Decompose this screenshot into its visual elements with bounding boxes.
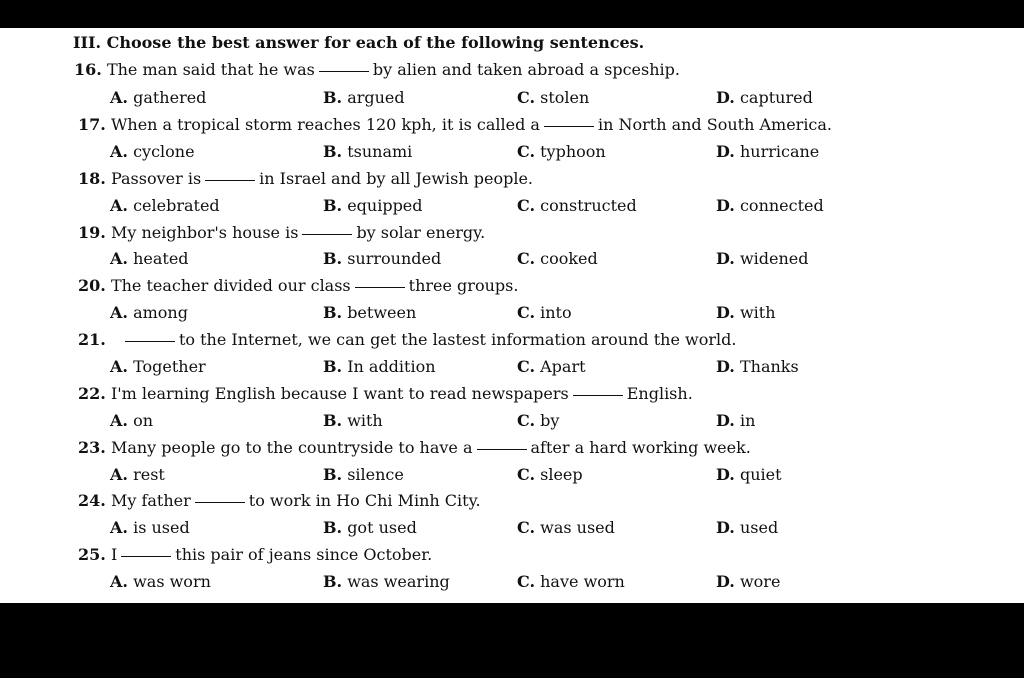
option-text: connected [739, 196, 824, 215]
option-text: cyclone [133, 142, 195, 161]
option-text: In addition [347, 357, 436, 376]
option-letter: B. [323, 465, 343, 484]
option-b [323, 572, 450, 591]
question-text-after: English. [626, 384, 693, 403]
answer-blank [205, 179, 255, 181]
option-c [517, 357, 586, 376]
question-number: 19. [78, 223, 106, 242]
option-letter: A. [110, 411, 128, 430]
option-text: among [133, 303, 188, 322]
option-letter: A. [110, 518, 128, 537]
option-a [110, 357, 206, 376]
option-letter: D. [716, 142, 735, 161]
option-letter: A. [110, 142, 128, 161]
option-text: surrounded [347, 249, 442, 268]
question-22 [78, 384, 693, 403]
question-number: 16. [74, 60, 102, 79]
option-a [110, 572, 211, 591]
option-a [110, 518, 190, 537]
option-d [716, 303, 776, 322]
option-text: captured [739, 88, 813, 107]
question-text-before: The man said that he was [106, 60, 315, 79]
option-c [517, 303, 572, 322]
question-text-after: in North and South America. [597, 115, 833, 134]
option-text: on [133, 411, 154, 430]
option-text: Together [133, 357, 206, 376]
option-text: with [347, 411, 383, 430]
option-b [323, 142, 412, 161]
question-text-before: Passover is [110, 169, 202, 188]
option-text: celebrated [133, 196, 220, 215]
question-text-after: in Israel and by all Jewish people. [259, 169, 534, 188]
option-c [517, 88, 589, 107]
option-d [716, 518, 778, 537]
option-text: Apart [540, 357, 586, 376]
option-letter: C. [517, 357, 536, 376]
answer-blank [477, 448, 527, 450]
option-a [110, 196, 220, 215]
option-letter: D. [716, 357, 735, 376]
question-text-after: this pair of jeans since October. [175, 545, 433, 564]
option-letter: B. [323, 249, 343, 268]
question-20 [78, 276, 518, 295]
option-text: between [347, 303, 417, 322]
answer-blank [573, 394, 623, 396]
question-25 [78, 545, 432, 564]
option-letter: D. [716, 411, 735, 430]
option-letter: A. [110, 303, 128, 322]
option-letter: A. [110, 572, 128, 591]
option-letter: B. [323, 142, 343, 161]
question-17 [78, 115, 832, 134]
option-text: gathered [133, 88, 207, 107]
question-text-before: My father [110, 491, 191, 510]
option-d [716, 465, 782, 484]
answer-blank [125, 340, 175, 342]
option-text: equipped [347, 196, 423, 215]
answer-blank [302, 233, 352, 235]
option-letter: D. [716, 572, 735, 591]
question-text-before: Many people go to the countryside to have a [110, 438, 473, 457]
option-b [323, 303, 416, 322]
section-heading: III. Choose the best answer for each of the following sentences. [73, 33, 645, 52]
option-letter: A. [110, 249, 128, 268]
option-letter: A. [110, 465, 128, 484]
option-letter: B. [323, 303, 343, 322]
option-d [716, 142, 819, 161]
option-b [323, 88, 405, 107]
option-letter: D. [716, 249, 735, 268]
option-text: with [739, 303, 776, 322]
question-23 [78, 438, 751, 457]
option-text: hurricane [739, 142, 820, 161]
option-text: in [739, 411, 756, 430]
option-text: argued [347, 88, 405, 107]
option-letter: A. [110, 196, 128, 215]
option-c [517, 465, 583, 484]
question-number: 23. [78, 438, 106, 457]
option-d [716, 411, 755, 430]
option-letter: C. [517, 572, 536, 591]
option-b [323, 249, 441, 268]
question-number: 17. [78, 115, 106, 134]
option-b [323, 411, 383, 430]
option-a [110, 249, 189, 268]
option-text: was used [540, 518, 615, 537]
option-text: was wearing [347, 572, 450, 591]
option-c [517, 411, 559, 430]
option-c [517, 572, 625, 591]
question-number: 18. [78, 169, 106, 188]
question-text-before: When a tropical storm reaches 120 kph, it is called a [110, 115, 540, 134]
option-text: silence [347, 465, 404, 484]
option-d [716, 572, 780, 591]
question-text-after: to work in Ho Chi Minh City. [248, 491, 481, 510]
question-19 [78, 223, 485, 242]
option-a [110, 88, 206, 107]
option-a [110, 411, 153, 430]
option-letter: C. [517, 518, 536, 537]
answer-blank [319, 70, 369, 72]
question-number: 22. [78, 384, 106, 403]
top-black-bar [0, 0, 1024, 28]
option-d [716, 357, 799, 376]
option-text: wore [739, 572, 781, 591]
option-text: sleep [540, 465, 583, 484]
option-text: rest [133, 465, 165, 484]
question-number: 20. [78, 276, 106, 295]
answer-blank [195, 501, 245, 503]
question-text-before: My neighbor's house is [110, 223, 299, 242]
option-text: got used [347, 518, 417, 537]
answer-blank [355, 286, 405, 288]
option-c [517, 518, 615, 537]
option-letter: D. [716, 465, 735, 484]
option-text: is used [133, 518, 190, 537]
option-letter: C. [517, 465, 536, 484]
option-letter: D. [716, 196, 735, 215]
option-d [716, 196, 824, 215]
option-c [517, 142, 606, 161]
option-letter: B. [323, 572, 343, 591]
option-text: constructed [540, 196, 637, 215]
answer-blank [544, 125, 594, 127]
option-c [517, 196, 637, 215]
option-d [716, 249, 809, 268]
option-letter: B. [323, 411, 343, 430]
option-c [517, 249, 598, 268]
question-text-after: to the Internet, we can get the lastest information around the world. [178, 330, 737, 349]
option-text: cooked [540, 249, 598, 268]
option-letter: A. [110, 88, 128, 107]
option-letter: C. [517, 411, 536, 430]
option-letter: C. [517, 303, 536, 322]
option-letter: D. [716, 88, 735, 107]
option-letter: B. [323, 88, 343, 107]
option-letter: C. [517, 196, 536, 215]
question-text-before: I [110, 545, 118, 564]
question-text-before: The teacher divided our class [110, 276, 351, 295]
question-21 [78, 330, 736, 349]
option-letter: B. [323, 196, 343, 215]
option-text: widened [739, 249, 809, 268]
option-text: was worn [133, 572, 211, 591]
question-18 [78, 169, 533, 188]
option-letter: B. [323, 518, 343, 537]
option-d [716, 88, 813, 107]
bottom-black-bar [0, 603, 1024, 678]
option-letter: D. [716, 303, 735, 322]
question-text-after: three groups. [408, 276, 519, 295]
option-text: into [540, 303, 572, 322]
option-letter: C. [517, 142, 536, 161]
option-text: used [739, 518, 779, 537]
option-text: stolen [540, 88, 590, 107]
option-b [323, 518, 417, 537]
option-letter: D. [716, 518, 735, 537]
option-a [110, 303, 188, 322]
question-number: 24. [78, 491, 106, 510]
question-number: 25. [78, 545, 106, 564]
question-text-before: I'm learning English because I want to read newspapers [110, 384, 569, 403]
option-b [323, 357, 436, 376]
option-b [323, 196, 423, 215]
question-text-after: by alien and taken abroad a spceship. [372, 60, 680, 79]
option-a [110, 465, 165, 484]
option-letter: C. [517, 88, 536, 107]
worksheet-page [0, 28, 1024, 603]
answer-blank [121, 555, 171, 557]
option-letter: C. [517, 249, 536, 268]
option-a [110, 142, 195, 161]
option-text: heated [133, 249, 189, 268]
question-number: 21. [78, 330, 106, 349]
question-24 [78, 491, 481, 510]
question-16 [74, 60, 680, 79]
option-letter: A. [110, 357, 128, 376]
option-text: by [540, 411, 560, 430]
option-text: have worn [540, 572, 625, 591]
option-letter: B. [323, 357, 343, 376]
option-text: typhoon [540, 142, 606, 161]
option-text: Thanks [739, 357, 799, 376]
question-text-after: by solar energy. [356, 223, 486, 242]
option-text: tsunami [347, 142, 413, 161]
question-text-after: after a hard working week. [530, 438, 751, 457]
option-text: quiet [739, 465, 782, 484]
option-b [323, 465, 404, 484]
